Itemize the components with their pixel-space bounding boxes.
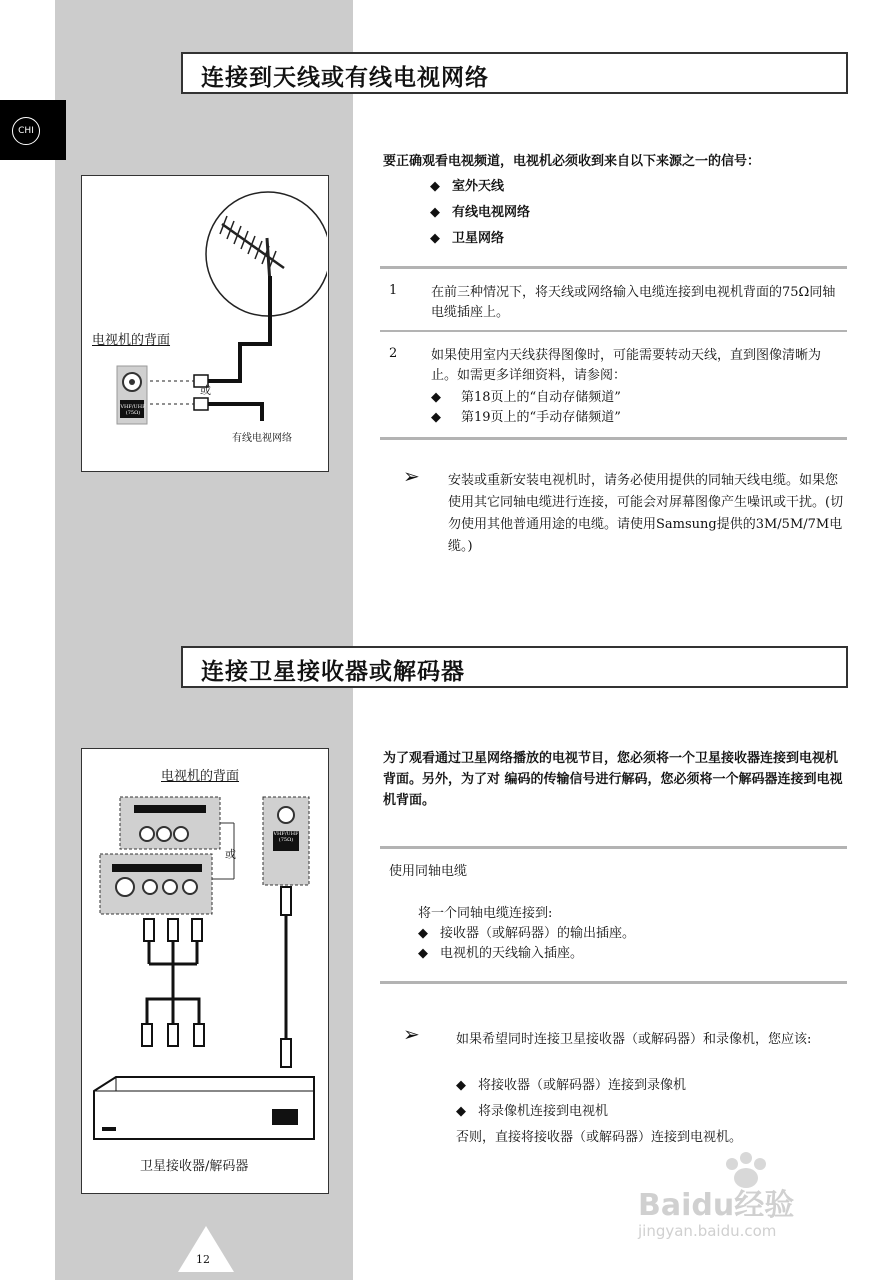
- coax-item: ◆ 接收器（或解码器）的输出插座。: [418, 926, 636, 941]
- step-number: 2: [389, 346, 398, 361]
- or-label: 或: [225, 848, 236, 861]
- bullet-item: ◆ 卫星网络: [430, 231, 505, 246]
- note-item: ◆ 将接收器（或解码器）连接到录像机: [456, 1078, 687, 1093]
- bullet-item: ◆ 有线电视网络: [430, 205, 531, 220]
- coax-lead: 将一个同轴电缆连接到:: [418, 906, 553, 921]
- antenna-figure: [81, 175, 329, 472]
- section2-title-box: [181, 646, 848, 688]
- tv-back-label: 电视机的背面: [92, 333, 171, 348]
- section2-intro: 为了观看通过卫星网络播放的电视节目，您必须将一个卫星接收器连接到电视机背面。另外，为了对 编码的传输信号进行解码，您必须将一个解码器连接到电视机背面。: [383, 751, 843, 808]
- section2-title: 连接卫星接收器或解码器: [201, 658, 465, 685]
- antenna-port-label: VHF/UHF (75Ω): [273, 831, 299, 843]
- divider: [380, 437, 847, 440]
- antenna-port-label: VHF/UHF (75Ω): [120, 404, 146, 416]
- satellite-diagram-icon: [82, 749, 327, 1192]
- section1-title: 连接到天线或有线电视网络: [201, 64, 489, 91]
- language-tab: [0, 100, 66, 160]
- section1-note: 安装或重新安装电视机时，请务必使用提供的同轴天线电缆。如果您使用其它同轴电缆进行连接，可能会对屏幕图像产生噪讯或干扰。(切勿使用其他普通用途的电缆。请使用Samsung提供的3M/5M/7M电缆。): [448, 473, 844, 554]
- note-item: ◆ 将录像机连接到电视机: [456, 1104, 609, 1119]
- bullet-item: ◆ 室外天线: [430, 179, 505, 194]
- language-badge: CHI: [12, 117, 40, 145]
- step2-text: 如果使用室内天线获得图像时，可能需要转动天线，直到图像清晰为止。如需更多详细资料，请参阅：: [431, 348, 822, 383]
- section2-note-end: 否则，直接将接收器（或解码器）连接到电视机。: [456, 1130, 743, 1145]
- divider: [380, 266, 847, 269]
- divider: [380, 330, 847, 332]
- coax-item: ◆ 电视机的天线输入插座。: [418, 946, 584, 961]
- coax-title: 使用同轴电缆: [389, 864, 468, 879]
- section2-note-lead: 如果希望同时连接卫星接收器（或解码器）和录像机，您应该:: [456, 1032, 812, 1047]
- step2-sub-item: ◆ 第19页上的“手动存储频道”: [431, 410, 621, 425]
- watermark: [638, 1150, 838, 1245]
- watermark-url: jingyan.baidu.com: [638, 1222, 777, 1240]
- section1-intro: 要正确观看电视频道，电视机必须收到来自以下来源之一的信号：: [383, 154, 761, 169]
- or-label: 或: [200, 384, 211, 397]
- antenna-diagram-icon: [82, 176, 327, 470]
- watermark-brand: Baidu经验: [638, 1188, 795, 1223]
- device-label: 卫星接收器/解码器: [140, 1159, 249, 1174]
- step2-sub-item: ◆ 第18页上的“自动存储频道”: [431, 390, 621, 405]
- section1-title-box: [181, 52, 848, 94]
- divider: [380, 981, 847, 984]
- note-arrow-icon: ➢: [403, 464, 420, 488]
- step-number: 1: [389, 283, 398, 298]
- cable-network-label: 有线电视网络: [232, 433, 292, 444]
- note-arrow-icon: ➢: [403, 1022, 420, 1046]
- step1-text: 在前三种情况下，将天线或网络输入电缆连接到电视机背面的75Ω同轴电缆插座上。: [431, 285, 836, 320]
- page-number: 12: [196, 1253, 210, 1266]
- divider: [380, 846, 847, 849]
- tv-back-label: 电视机的背面: [161, 769, 240, 784]
- satellite-figure: [81, 748, 329, 1194]
